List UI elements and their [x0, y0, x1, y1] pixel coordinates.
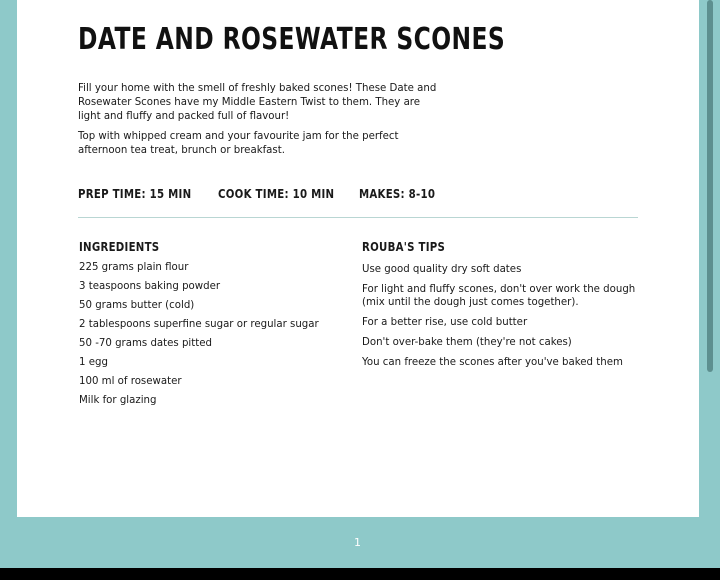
tip-item: For light and fluffy scones, don't over work the dough (mix until the dough just comes together). [362, 284, 636, 308]
prep-time: PREP TIME: 15 MIN [78, 187, 192, 201]
tip-item: Use good quality dry soft dates [362, 264, 522, 275]
viewer-bottom-bar [0, 568, 720, 580]
ingredients-list [79, 261, 319, 413]
ingredient-item: Milk for glazing [79, 395, 157, 406]
makes-count: MAKES: 8-10 [359, 187, 436, 201]
cook-time: COOK TIME: 10 MIN [218, 187, 335, 201]
ingredient-item: 225 grams plain flour [79, 262, 189, 273]
intro-paragraph: Top with whipped cream and your favourite jam for the perfect afternoon tea treat, brunch or breakfast. [78, 131, 399, 156]
ingredients-heading: INGREDIENTS [79, 240, 160, 254]
recipe-intro [78, 82, 438, 164]
tip-item: Don't over-bake them (they're not cakes) [362, 337, 572, 348]
document-page [17, 0, 699, 517]
page-number: 1 [354, 536, 361, 549]
ingredient-item: 50 grams butter (cold) [79, 300, 195, 311]
section-divider [78, 217, 638, 218]
ingredient-item: 1 egg [79, 357, 108, 368]
tip-item: For a better rise, use cold butter [362, 317, 528, 328]
ingredient-item: 100 ml of rosewater [79, 376, 182, 387]
intro-paragraph: Fill your home with the smell of freshly baked scones! These Date and Rosewater Scones have my Middle Eastern Twist to them. They are light and fluffy and packed full of flavour! [78, 83, 437, 122]
ingredient-item: 2 tablespoons superfine sugar or regular sugar [79, 319, 319, 330]
vertical-scrollbar[interactable] [707, 0, 713, 372]
tips-heading: ROUBA'S TIPS [362, 240, 446, 254]
recipe-title: DATE AND ROSEWATER SCONES [78, 22, 506, 57]
ingredient-item: 50 -70 grams dates pitted [79, 338, 212, 349]
tip-item: You can freeze the scones after you've baked them [362, 357, 623, 368]
tips-list [362, 263, 637, 376]
ingredient-item: 3 teaspoons baking powder [79, 281, 221, 292]
